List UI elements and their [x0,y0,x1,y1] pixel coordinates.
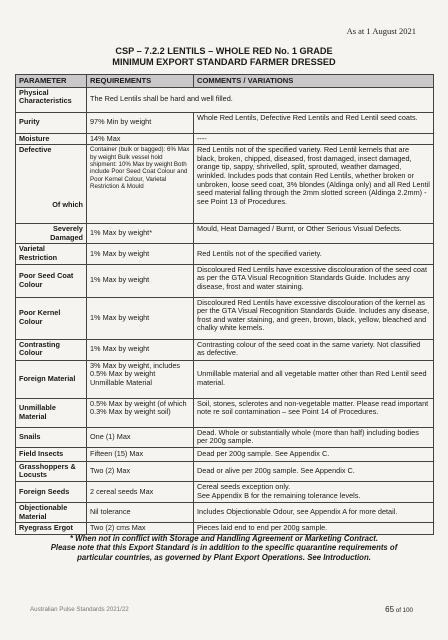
comment-cell: Dead. Whole or substantially whole (more than half) including bodies per 200g sample. [194,427,434,447]
comment-cell: Contrasting colour of the seed coat in the same variety. Not classified as defective. [194,339,434,360]
table-row [16,133,434,145]
requirement-cell: 2 cereal seeds Max [87,481,194,502]
requirement-cell: 1% Max by weight [87,297,194,339]
parameter-cell: Foreign Seeds [16,481,87,502]
comment-cell: Dead or alive per 200g sample. See Appendix C. [194,461,434,481]
parameter-cell: Foreign Material [16,360,87,398]
parameter-cell: Varietal Restriction [16,244,87,264]
table-row [16,398,434,427]
parameter-cell: Physical Characteristics [16,87,87,112]
page-number [385,605,413,614]
title-line-1: CSP – 7.2.2 LENTILS – WHOLE RED No. 1 GRADE [115,46,333,56]
table-row [16,447,434,461]
parameter-cell: Field Insects [16,447,87,461]
requirement-cell: Nil tolerance [87,502,194,522]
table-row [16,523,434,535]
requirement-cell: 1% Max by weight [87,339,194,360]
comment-cell: Pieces laid end to end per 200g sample. [194,523,434,535]
requirement-cell: One (1) Max [87,427,194,447]
table-row [16,264,434,297]
requirement-cell: 1% Max by weight* [87,224,194,244]
comment-cell: Includes Objectionable Odour, see Appendix A for more detail. [194,502,434,522]
table-header-row [16,75,434,88]
parameter-cell: Objectionable Material [16,502,87,522]
column-header-comments: COMMENTS / VARIATIONS [194,75,434,88]
comment-cell: Mould, Heat Damaged / Burnt, or Other Serious Visual Defects. [194,224,434,244]
title-line-2: MINIMUM EXPORT STANDARD FARMER DRESSED [112,57,336,67]
column-header-parameter: PARAMETER [16,75,87,88]
comment-cell: Red Lentils not of the specified variety. [194,244,434,264]
footnote-line: Please note that this Export Standard is in addition to the specific quarantine requirements of [50,543,398,553]
table-row [16,297,434,339]
comment-cell: Discoloured Red Lentils have excessive discolouration of the seed coat as per the GTA Visual Recognition Standards Guide. Includes any disease, frost and water staining. [194,264,434,297]
document-title [0,46,448,68]
comment-cell: Discoloured Red Lentils have excessive discolouration of the kernel as per the GTA Visual Recognition Standards Guide. Includes any disease, frost and water staining, and green, brown, black, yellow, bleached and chalky white kernels. [194,297,434,339]
page-total: of 100 [395,607,413,614]
comment-cell: Unmillable material and all vegetable matter other than Red Lentil seed material. [194,360,434,398]
parameter-cell: Unmillable Material [16,398,87,427]
table-row [16,360,434,398]
footnote-line: particular countries, as governed by Plant Export Operations. See Introduction. [77,552,371,562]
comment-line: See Appendix B for the remaining tolerance levels. [197,490,361,500]
requirement-cell: 1% Max by weight [87,264,194,297]
requirement-cell: Two (2) Max [87,461,194,481]
comment-cell: Soil, stones, sclerotes and non-vegetable matter. Please read important note re soil contamination – see Point 14 of Procedures. [194,398,434,427]
column-header-requirements: REQUIREMENTS [87,75,194,88]
table-row [16,427,434,447]
footnote [0,534,448,562]
requirement-cell: 0.5% Max by weight (of which 0.3% Max by weight soil) [87,398,194,427]
requirement-cell: 97% Min by weight [87,112,194,133]
requirement-cell: Fifteen (15) Max [87,447,194,461]
parameter-cell: Contrasting Colour [16,339,87,360]
requirement-cell: Two (2) cms Max [87,523,194,535]
parameter-cell: Grasshoppers & Locusts [16,461,87,481]
issue-date: As at 1 August 2021 [346,26,416,36]
table-row [16,112,434,133]
page-current: 65 [385,605,395,614]
comment-cell: ---- [194,133,434,145]
requirement-cell: The Red Lentils shall be hard and well filled. [87,87,434,112]
parameter-cell: Snails [16,427,87,447]
parameter-cell: Ryegrass Ergot [16,523,87,535]
comment-cell: Whole Red Lentils, Defective Red Lentils and Red Lentil seed coats. [194,112,434,133]
table-row [16,502,434,522]
table-row [16,481,434,502]
parameter-cell: Moisture [16,133,87,145]
comment-cell [194,481,434,502]
of-which-label: Of which [52,199,83,209]
footnote-line: * When not in conflict with Storage and Handling Agreement or Marketing Contract. [69,534,379,543]
parameter-cell: Purity [16,112,87,133]
specification-table [15,74,434,535]
parameter-cell: Severely Damaged [16,224,87,244]
parameter-label: Defective [19,145,52,155]
requirement-cell: 3% Max by weight, includes 0.5% Max by weight Unmillable Material [87,360,194,398]
comment-cell: Dead per 200g sample. See Appendix C. [194,447,434,461]
parameter-cell: Poor Seed Coat Colour [16,264,87,297]
table-row [16,339,434,360]
parameter-cell [16,145,87,224]
table-row [16,87,434,112]
footer-source: Australian Pulse Standards 2021/22 [30,606,129,613]
requirement-cell: 14% Max [87,133,194,145]
requirement-cell: 1% Max by weight [87,244,194,264]
parameter-cell: Poor Kernel Colour [16,297,87,339]
comment-line: Cereal seeds exception only. [197,481,291,491]
requirement-cell: Container (bulk or bagged): 6% Max by weight Bulk vessel hold shipment: 10% Max by weight Both include Poor Seed Coat Colour and Poor Kernel Colour, Varietal Restriction & Mould [87,145,194,224]
table-row [16,461,434,481]
table-row [16,145,434,224]
comment-cell: Red Lentils not of the specified variety. Red Lentil kernels that are black, broken, chipped, diseased, frost damaged, insect damaged, orange tip, sappy, shrivelled, split, sprouted, weather damaged, wrinkled. Includes pods that contain Red Lentils, whether broken or unbroken, loose seed coat, 3% blondes (Aldinga only) and all Red Lentil seed material falling through the 2mm slotted screen (Aldinga 2.2mm) - see Point 13 of Procedures. [194,145,434,224]
table-row [16,224,434,244]
table-row [16,244,434,264]
